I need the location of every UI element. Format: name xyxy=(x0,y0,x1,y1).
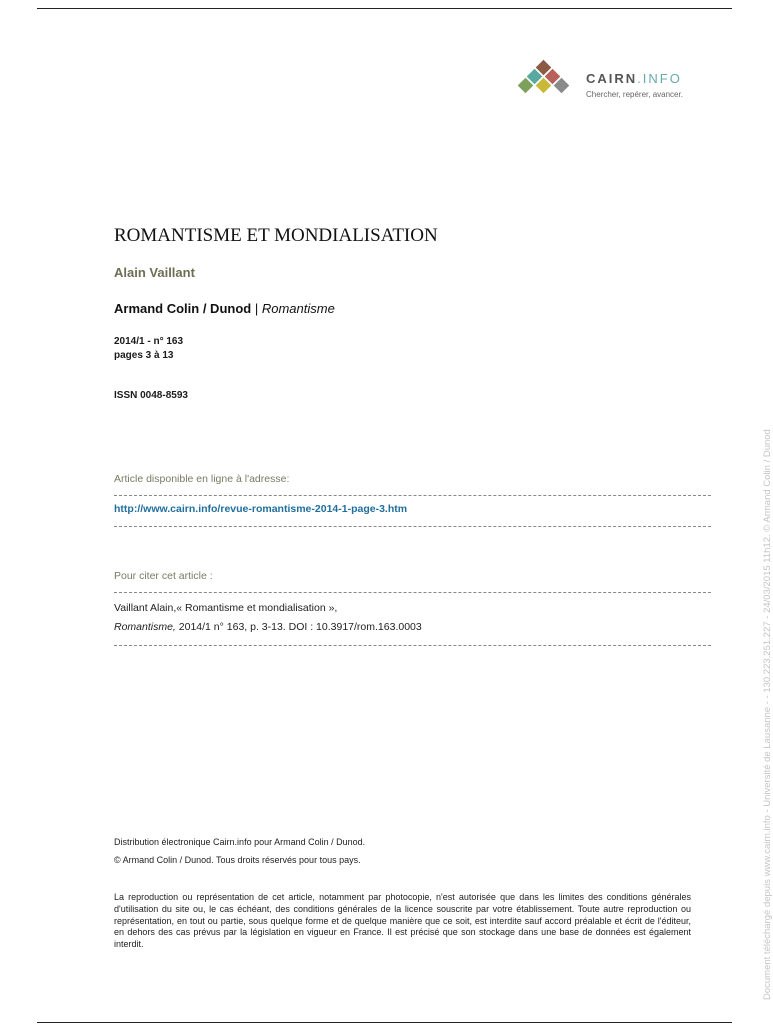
publisher-line xyxy=(114,301,335,316)
publisher-separator: | xyxy=(254,301,259,316)
citation-line-2 xyxy=(114,621,422,633)
article-title: ROMANTISME ET MONDIALISATION xyxy=(114,225,438,246)
distribution-note: Distribution électronique Cairn.info pour Armand Colin / Dunod. xyxy=(114,837,366,847)
publisher-name: Armand Colin / Dunod xyxy=(114,301,252,316)
issn: ISSN 0048-8593 xyxy=(114,390,188,401)
cairn-logo[interactable] xyxy=(512,60,702,106)
divider-dashed xyxy=(114,592,711,593)
citation-journal: Romantisme, xyxy=(114,621,176,633)
article-url-link[interactable]: http://www.cairn.info/revue-romantisme-2014-1-page-3.htm xyxy=(114,503,408,515)
issue-number: 2014/1 - n° 163 xyxy=(114,336,184,347)
issue-block xyxy=(114,335,183,363)
legal-notice: La reproduction ou représentation de cet article, notamment par photocopie, n'est autorisée que dans les limites des conditions générales d'utilisation du site ou, le cas échéant, des conditions générales de la licence souscrite par votre établissement. Toute autre reproduction ou représentation, en tout ou partie, sous quelque forme et de quelque manière que ce soit, est interdite sauf accord préalable et écrit de l'éditeur, en dehors des cas prévus par la législation en vigueur en France. Il est précisé que son stockage dans une base de données est également interdit. xyxy=(114,892,691,950)
citation-line-1: Vaillant Alain,« Romantisme et mondialisation », xyxy=(114,602,338,614)
logo-wordmark xyxy=(586,71,682,86)
cairn-diamonds-icon xyxy=(512,60,582,106)
divider-dashed xyxy=(114,526,711,527)
divider-dashed xyxy=(114,495,711,496)
copyright-note: © Armand Colin / Dunod. Tous droits réservés pour tous pays. xyxy=(114,855,361,865)
logo-word-suffix: .INFO xyxy=(637,71,682,86)
divider-dashed xyxy=(114,645,711,646)
cite-label: Pour citer cet article : xyxy=(114,570,213,582)
logo-tagline: Chercher, repérer, avancer. xyxy=(586,90,683,99)
online-label: Article disponible en ligne à l'adresse: xyxy=(114,473,290,485)
top-rule xyxy=(37,8,732,9)
logo-word-main: CAIRN xyxy=(586,71,638,86)
bottom-rule xyxy=(37,1022,732,1023)
journal-name: Romantisme xyxy=(261,301,335,316)
download-watermark: Document téléchargé depuis www.cairn.info - Université de Lausanne - - 130.223.251.227 - 24/03/2015 11h12. © Armand Colin / Dunod xyxy=(762,429,773,1000)
citation-details: 2014/1 n° 163, p. 3-13. DOI : 10.3917/rom.163.0003 xyxy=(175,621,422,633)
page-range: pages 3 à 13 xyxy=(114,350,174,361)
article-author: Alain Vaillant xyxy=(114,265,195,280)
